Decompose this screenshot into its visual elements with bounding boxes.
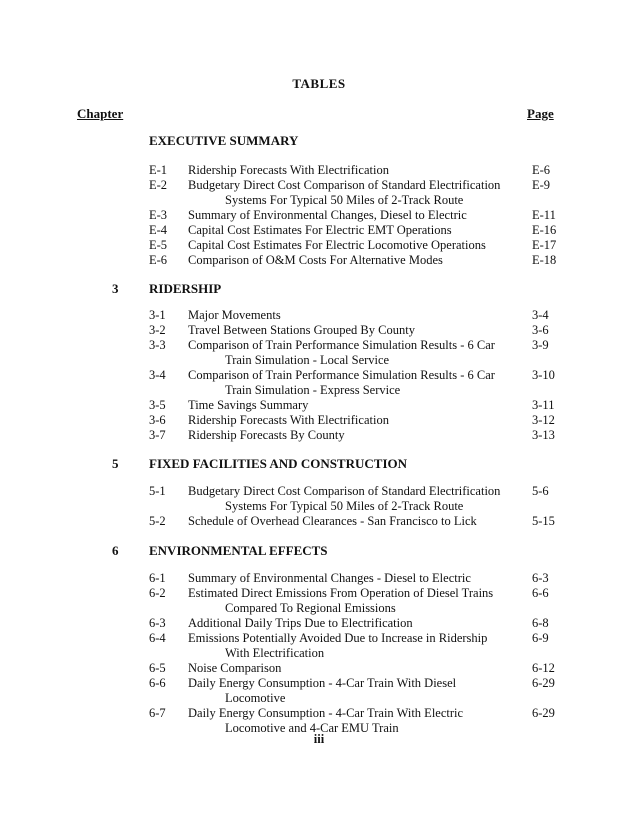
entry-number: E-5 — [149, 238, 168, 252]
entry-title-continuation: Train Simulation - Express Service — [225, 383, 401, 397]
entry-title: Schedule of Overhead Clearances - San Francisco to Lick — [188, 514, 477, 528]
page-title: TABLES — [292, 76, 346, 91]
entry-title: Ridership Forecasts With Electrification — [188, 163, 389, 177]
entry-page-number: 3-9 — [532, 338, 549, 352]
entry-number: 6-6 — [149, 676, 166, 690]
entry-page-number: 6-29 — [532, 676, 555, 690]
entry-title: Additional Daily Trips Due to Electrification — [188, 616, 413, 630]
section-number: 3 — [112, 281, 119, 296]
entry-page-number: 5-15 — [532, 514, 555, 528]
entry-number: 5-1 — [149, 484, 166, 498]
entry-title-continuation: Locomotive — [225, 691, 286, 705]
entry-page-number: 5-6 — [532, 484, 549, 498]
entry-title-continuation: Train Simulation - Local Service — [225, 353, 390, 367]
entry-page-number: E-17 — [532, 238, 557, 252]
entry-title: Capital Cost Estimates For Electric EMT Operations — [188, 223, 452, 237]
entry-title: Noise Comparison — [188, 661, 282, 675]
entry-page-number: 6-29 — [532, 706, 555, 720]
entry-page-number: 6-6 — [532, 586, 549, 600]
entry-title: Ridership Forecasts With Electrification — [188, 413, 389, 427]
entry-number: E-2 — [149, 178, 168, 192]
entry-number: E-3 — [149, 208, 168, 222]
entry-number: 6-3 — [149, 616, 166, 630]
section-title: ENVIRONMENTAL EFFECTS — [149, 543, 328, 558]
entry-number: 6-5 — [149, 661, 166, 675]
entry-title-continuation: Locomotive and 4-Car EMU Train — [225, 721, 399, 735]
entry-title: Comparison of Train Performance Simulation Results - 6 Car — [188, 338, 495, 352]
entry-page-number: E-18 — [532, 253, 557, 267]
entry-number: 6-1 — [149, 571, 166, 585]
section-title: FIXED FACILITIES AND CONSTRUCTION — [149, 456, 408, 471]
section-title: RIDERSHIP — [149, 281, 222, 296]
entry-title-continuation: With Electrification — [225, 646, 325, 660]
chapter-column-header: Chapter — [77, 106, 124, 121]
entry-page-number: E-16 — [532, 223, 557, 237]
entry-page-number: E-9 — [532, 178, 551, 192]
entry-number: 3-1 — [149, 308, 166, 322]
entry-page-number: E-6 — [532, 163, 551, 177]
entry-title: Major Movements — [188, 308, 281, 322]
entry-title: Time Savings Summary — [188, 398, 309, 412]
entry-page-number: 3-13 — [532, 428, 555, 442]
entry-title: Daily Energy Consumption - 4-Car Train With Diesel — [188, 676, 457, 690]
entry-title: Comparison of Train Performance Simulation Results - 6 Car — [188, 368, 495, 382]
entry-title: Daily Energy Consumption - 4-Car Train With Electric — [188, 706, 464, 720]
entry-page-number: 6-8 — [532, 616, 549, 630]
entry-page-number: 6-3 — [532, 571, 549, 585]
entry-title: Budgetary Direct Cost Comparison of Standard Electrification — [188, 484, 501, 498]
entry-title: Capital Cost Estimates For Electric Locomotive Operations — [188, 238, 486, 252]
entry-number: E-1 — [149, 163, 168, 177]
entry-number: 3-7 — [149, 428, 166, 442]
entry-title-continuation: Systems For Typical 50 Miles of 2-Track Route — [225, 499, 464, 513]
entry-title-continuation: Systems For Typical 50 Miles of 2-Track Route — [225, 193, 464, 207]
entry-page-number: 6-12 — [532, 661, 555, 675]
entry-number: 6-4 — [149, 631, 166, 645]
entry-number: 3-2 — [149, 323, 166, 337]
entry-number: 3-6 — [149, 413, 166, 427]
entry-page-number: 3-11 — [532, 398, 555, 412]
section-number: 6 — [112, 543, 119, 558]
entry-title-continuation: Compared To Regional Emissions — [225, 601, 396, 615]
entry-page-number: 3-4 — [532, 308, 549, 322]
entry-title: Budgetary Direct Cost Comparison of Standard Electrification — [188, 178, 501, 192]
entry-title: Estimated Direct Emissions From Operation of Diesel Trains — [188, 586, 494, 600]
entry-page-number: 3-10 — [532, 368, 555, 382]
entry-number: 3-4 — [149, 368, 166, 382]
entry-number: 3-5 — [149, 398, 166, 412]
entry-title: Summary of Environmental Changes, Diesel to Electric — [188, 208, 467, 222]
entry-page-number: 6-9 — [532, 631, 549, 645]
entry-number: E-4 — [149, 223, 168, 237]
page-number: iii — [313, 732, 325, 746]
entry-title: Comparison of O&M Costs For Alternative Modes — [188, 253, 443, 267]
entry-page-number: E-11 — [532, 208, 556, 222]
entry-page-number: 3-12 — [532, 413, 555, 427]
entry-number: 5-2 — [149, 514, 166, 528]
entry-number: 6-7 — [149, 706, 166, 720]
page-column-header: Page — [527, 106, 554, 121]
entry-title: Summary of Environmental Changes - Diesel to Electric — [188, 571, 471, 585]
entry-title: Emissions Potentially Avoided Due to Increase in Ridership — [188, 631, 488, 645]
entry-title: Travel Between Stations Grouped By County — [188, 323, 415, 337]
entry-number: 3-3 — [149, 338, 166, 352]
entry-title: Ridership Forecasts By County — [188, 428, 345, 442]
entry-page-number: 3-6 — [532, 323, 549, 337]
section-number: 5 — [112, 456, 119, 471]
section-title: EXECUTIVE SUMMARY — [149, 133, 299, 148]
entry-number: 6-2 — [149, 586, 166, 600]
entry-number: E-6 — [149, 253, 168, 267]
